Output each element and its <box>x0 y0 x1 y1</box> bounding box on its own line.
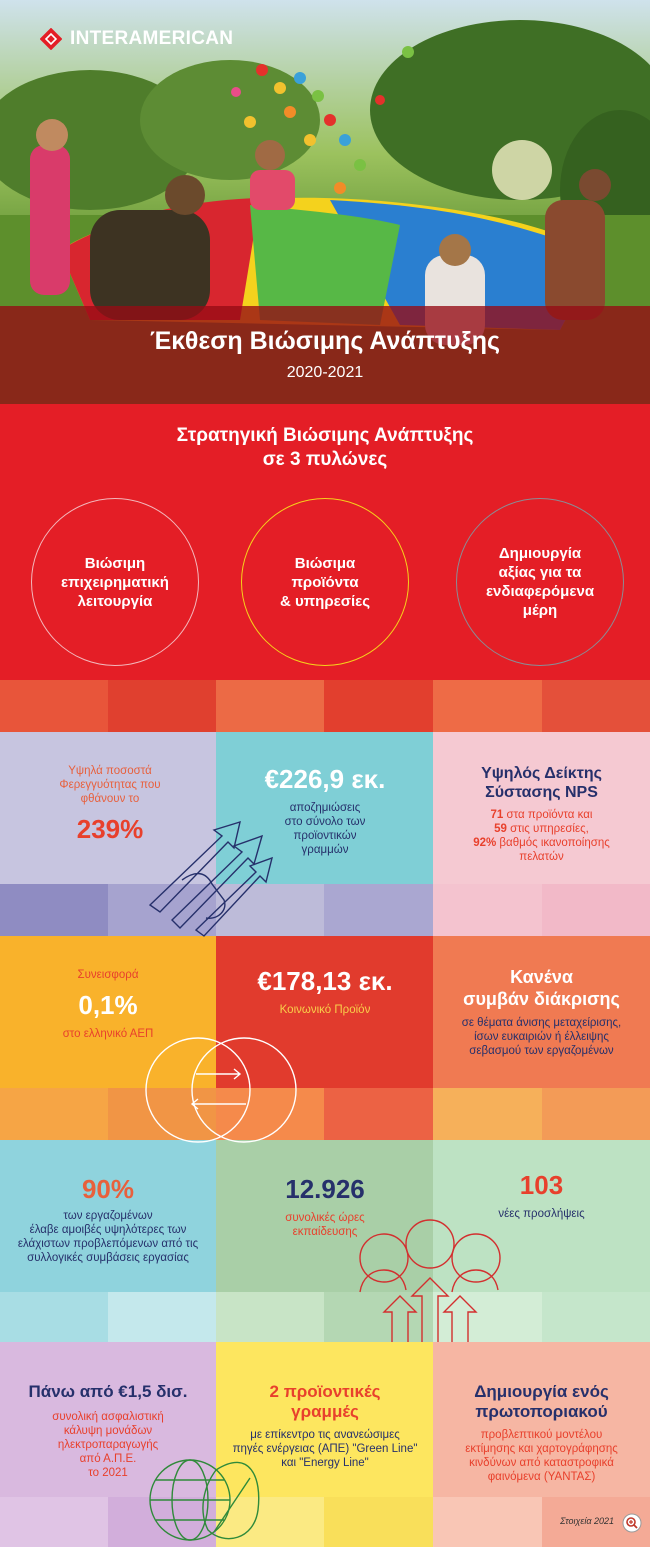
training-desc: συνολικές ώρες <box>285 1212 365 1224</box>
pillar-label: αξίας για τα <box>498 564 582 581</box>
nps-stat <box>443 764 640 864</box>
coverage-title: Πάνω από €1,5 δισ. <box>28 1382 188 1401</box>
discrimination-title: Κανένα <box>510 967 573 987</box>
gdp-stat <box>18 968 198 1041</box>
coverage-desc: συνολική ασφαλιστική <box>52 1411 164 1423</box>
claims-desc: γραμμών <box>301 844 349 856</box>
model-title: Δημιουργία ενός <box>474 1382 609 1401</box>
green-lines-desc: με επίκεντρο τις ανανεώσιμες <box>250 1429 400 1441</box>
employees-desc: των εργαζομένων <box>63 1210 153 1222</box>
training-value: 12.926 <box>285 1174 365 1204</box>
training-stat <box>226 1174 424 1239</box>
gdp-desc: στο ελληνικό ΑΕΠ <box>62 1028 154 1040</box>
employees-desc: συλλογικές συμβάσεις εργασίας <box>27 1252 189 1264</box>
employees-desc: έλαβε αμοιβές υψηλότερες των <box>29 1224 187 1236</box>
employees-value: 90% <box>81 1174 135 1204</box>
social-product-stat <box>226 966 424 1017</box>
training-desc: εκπαίδευσης <box>292 1226 358 1238</box>
discrimination-stat <box>443 966 640 1058</box>
hires-desc: νέες προσλήψεις <box>498 1208 585 1220</box>
hires-stat <box>443 1170 640 1221</box>
model-stat <box>441 1382 642 1484</box>
brand-name: INTERAMERICAN <box>70 28 234 49</box>
pillar-label: προϊόντα <box>291 573 359 591</box>
report-title: Έκθεση Βιώσιμης Ανάπτυξης <box>149 327 500 355</box>
nps-title: Σύστασης NPS <box>485 784 598 801</box>
hires-value: 103 <box>519 1170 564 1200</box>
solvency-intro: Υψηλά ποσοστά <box>68 765 152 777</box>
coverage-desc: το 2021 <box>88 1467 128 1479</box>
social-product-value: €178,13 εκ. <box>257 966 393 996</box>
nps-title: Υψηλός Δείκτης <box>481 765 602 782</box>
pillar-label: λειτουργία <box>77 592 153 610</box>
report-years: 2020-2021 <box>286 364 364 381</box>
nps-desc: στα προϊόντα και <box>503 809 593 821</box>
pillar-label: Δημιουργία <box>498 545 582 562</box>
zoom-in-icon[interactable] <box>622 1513 642 1533</box>
discrimination-title: συμβάν διάκρισης <box>463 989 620 1009</box>
strategy-title-line: σε 3 πυλώνες <box>262 449 388 470</box>
solvency-stat <box>20 764 200 845</box>
pillar-label: & υπηρεσίες <box>279 592 371 610</box>
claims-desc: αποζημιώσεις <box>289 802 361 814</box>
model-title: πρωτοποριακού <box>475 1402 608 1421</box>
model-desc: φαινόμενα (ΥΑΝΤΑΣ) <box>487 1471 596 1483</box>
employees-stat <box>6 1174 210 1265</box>
coverage-desc: κάλυψη μονάδων <box>63 1425 153 1437</box>
solvency-intro: Φερεγγυότητας που <box>59 779 161 791</box>
green-lines-title: 2 προϊοντικές <box>269 1382 381 1401</box>
claims-desc: προϊοντικών <box>293 830 357 842</box>
model-desc: κινδύνων από καταστροφικά <box>469 1457 614 1469</box>
pillar-label: μέρη <box>522 602 558 619</box>
social-product-desc: Κοινωνικό Προϊόν <box>279 1004 371 1016</box>
solvency-intro: φθάνουν το <box>80 793 140 805</box>
coverage-stat <box>4 1382 212 1480</box>
claims-stat <box>226 764 424 857</box>
discrimination-desc: σεβασμού των εργαζομένων <box>469 1045 614 1057</box>
exchange-circles-icon <box>146 1038 296 1142</box>
pillar-label: επιχειρηματική <box>61 573 169 591</box>
nps-desc: στις υπηρεσίες, <box>506 823 589 835</box>
gdp-intro: Συνεισφορά <box>77 969 139 981</box>
nps-service-score: 59 <box>494 823 507 835</box>
claims-value: €226,9 εκ. <box>264 764 386 794</box>
discrimination-desc: σε θέματα άνισης μεταχείρισης, <box>461 1017 622 1029</box>
pillar-label: Βιώσιμα <box>294 554 356 572</box>
claims-desc: στο σύνολο των <box>284 816 366 828</box>
nps-desc: βαθμός ικανοποίησης <box>496 837 610 849</box>
solvency-value: 239% <box>76 814 144 844</box>
gdp-value: 0,1% <box>78 990 138 1020</box>
satisfaction-score: 92% <box>473 837 497 849</box>
employees-desc: ελάχιστων προβλεπόμενων από τις <box>17 1238 199 1250</box>
green-lines-desc: και "Energy Line" <box>281 1457 369 1469</box>
nps-desc: πελατών <box>519 851 564 863</box>
model-desc: προβλεπτικού μοντέλου <box>480 1429 603 1441</box>
pillar-label: Βιώσιμη <box>84 554 146 572</box>
coverage-desc: ηλεκτροπαραγωγής <box>57 1439 159 1451</box>
green-lines-stat <box>224 1382 426 1470</box>
strategy-title-line: Στρατηγική Βιώσιμης Ανάπτυξης <box>176 425 474 446</box>
discrimination-desc: ίσων ευκαιριών ή έλλειψης <box>474 1031 609 1043</box>
coverage-desc: από Α.Π.Ε. <box>79 1453 137 1465</box>
data-year-footnote: Στοιχεία 2021 <box>560 1516 614 1526</box>
model-desc: εκτίμησης και χαρτογράφησης <box>465 1443 618 1455</box>
green-lines-title: γραμμές <box>291 1402 359 1421</box>
pillar-label: ενδιαφερόμενα <box>485 583 595 600</box>
green-lines-desc: πηγές ενέργειας (ΑΠΕ) "Green Line" <box>232 1443 418 1455</box>
nps-product-score: 71 <box>490 809 504 821</box>
